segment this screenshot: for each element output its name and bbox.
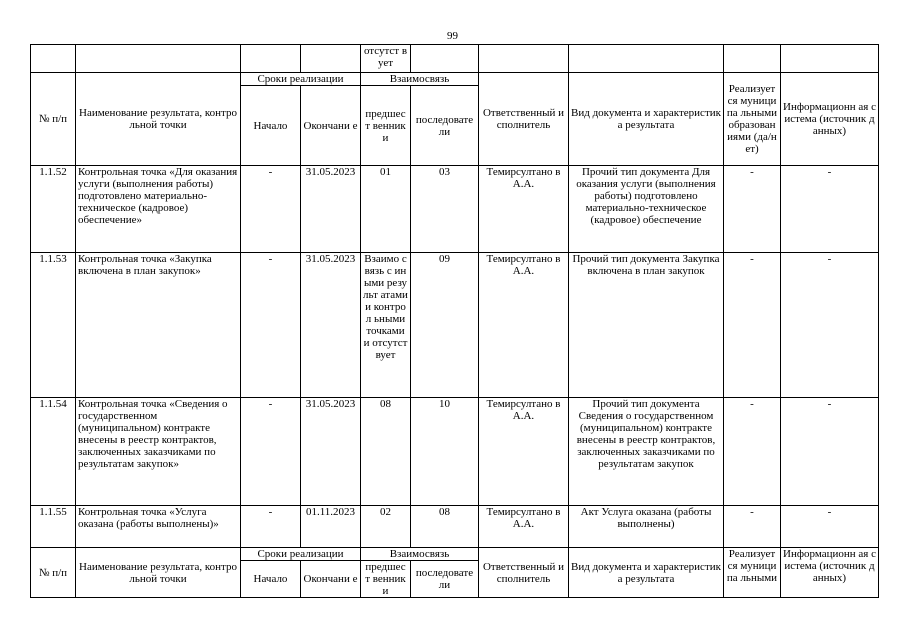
row-doc: Прочий тип документа Закупка включена в план закупок bbox=[569, 253, 724, 398]
row-pred: 02 bbox=[361, 506, 411, 548]
header-vzaim: Взаимосвязь bbox=[361, 73, 479, 86]
footer-header-name: Наименование результата, контрольной точки bbox=[76, 548, 241, 598]
row-next: 10 bbox=[411, 398, 479, 506]
footer-header-vzaim: Взаимосвязь bbox=[361, 548, 479, 561]
footer-header-next: последовате ли bbox=[411, 561, 479, 598]
table-row bbox=[31, 506, 879, 548]
row-name: Контрольная точка «Сведения о государственном (муниципальном) контракте внесены в реестр контрактов, заключенных заказчиками по результатам закупок» bbox=[76, 398, 241, 506]
header-end: Окончани е bbox=[301, 86, 361, 166]
row-next: 08 bbox=[411, 506, 479, 548]
cell bbox=[724, 45, 781, 73]
table-row bbox=[31, 253, 879, 398]
row-resp: Темирсултано в А.А. bbox=[479, 253, 569, 398]
footer-header-pred: предшест венники bbox=[361, 561, 411, 598]
header-sroki: Сроки реализации bbox=[241, 73, 361, 86]
predecessors-cell: отсутст вует bbox=[361, 45, 411, 73]
table-row bbox=[31, 398, 879, 506]
row-end: 31.05.2023 bbox=[301, 166, 361, 253]
row-info: - bbox=[781, 506, 879, 548]
row-mun: - bbox=[724, 166, 781, 253]
footer-header-municipal: Реализует ся муниципа льными bbox=[724, 548, 781, 598]
row-mun: - bbox=[724, 506, 781, 548]
header-document: Вид документа и характеристика результата bbox=[569, 73, 724, 166]
row-end: 01.11.2023 bbox=[301, 506, 361, 548]
row-start: - bbox=[241, 398, 301, 506]
footer-header-row-1 bbox=[31, 548, 879, 561]
footer-header-sroki: Сроки реализации bbox=[241, 548, 361, 561]
footer-header-start: Начало bbox=[241, 561, 301, 598]
header-pred: предшест венники bbox=[361, 86, 411, 166]
page-number: 99 bbox=[447, 30, 458, 42]
row-num: 1.1.53 bbox=[31, 253, 76, 398]
row-end: 31.05.2023 bbox=[301, 253, 361, 398]
header-next: последовате ли bbox=[411, 86, 479, 166]
row-resp: Темирсултано в А.А. bbox=[479, 506, 569, 548]
row-pred: Взаимо связь с иными результ атами и контрол ьными точками и отсутст вует bbox=[361, 253, 411, 398]
cell bbox=[76, 45, 241, 73]
cell bbox=[241, 45, 301, 73]
row-name: Контрольная точка «Услуга оказана (работы выполнены)» bbox=[76, 506, 241, 548]
row-start: - bbox=[241, 253, 301, 398]
row-num: 1.1.52 bbox=[31, 166, 76, 253]
row-end: 31.05.2023 bbox=[301, 398, 361, 506]
cell bbox=[781, 45, 879, 73]
header-num: № п/п bbox=[31, 73, 76, 166]
header-row-1 bbox=[31, 73, 879, 86]
row-info: - bbox=[781, 166, 879, 253]
row-doc: Прочий тип документа Для оказания услуги (выполнения работы) подготовлено материально-техническое (кадровое) обеспечение bbox=[569, 166, 724, 253]
row-resp: Темирсултано в А.А. bbox=[479, 398, 569, 506]
cell bbox=[31, 45, 76, 73]
footer-header-responsible: Ответственный исполнитель bbox=[479, 548, 569, 598]
cell bbox=[301, 45, 361, 73]
row-pred: 08 bbox=[361, 398, 411, 506]
row-start: - bbox=[241, 506, 301, 548]
header-info-system: Информационн ая система (источник данных) bbox=[781, 73, 879, 166]
footer-header-document: Вид документа и характеристика результата bbox=[569, 548, 724, 598]
row-name: Контрольная точка «Закупка включена в план закупок» bbox=[76, 253, 241, 398]
cell bbox=[569, 45, 724, 73]
header-name: Наименование результата, контрольной точки bbox=[76, 73, 241, 166]
row-num: 1.1.54 bbox=[31, 398, 76, 506]
row-num: 1.1.55 bbox=[31, 506, 76, 548]
header-start: Начало bbox=[241, 86, 301, 166]
row-next: 09 bbox=[411, 253, 479, 398]
continuation-row bbox=[31, 45, 879, 73]
footer-header-num: № п/п bbox=[31, 548, 76, 598]
row-mun: - bbox=[724, 398, 781, 506]
results-table bbox=[30, 44, 879, 598]
row-doc: Акт Услуга оказана (работы выполнены) bbox=[569, 506, 724, 548]
row-info: - bbox=[781, 398, 879, 506]
header-municipal: Реализует ся муниципа льными образован иями (да/нет) bbox=[724, 73, 781, 166]
row-name: Контрольная точка «Для оказания услуги (выполнения работы) подготовлено материально-техническое (кадровое) обеспечение» bbox=[76, 166, 241, 253]
row-mun: - bbox=[724, 253, 781, 398]
cell bbox=[479, 45, 569, 73]
row-next: 03 bbox=[411, 166, 479, 253]
row-pred: 01 bbox=[361, 166, 411, 253]
row-resp: Темирсултано в А.А. bbox=[479, 166, 569, 253]
row-start: - bbox=[241, 166, 301, 253]
footer-header-end: Окончани е bbox=[301, 561, 361, 598]
row-info: - bbox=[781, 253, 879, 398]
table-row bbox=[31, 166, 879, 253]
row-doc: Прочий тип документа Сведения о государственном (муниципальном) контракте внесены в реестр контрактов, заключенных заказчиками по результатам закупок bbox=[569, 398, 724, 506]
cell bbox=[411, 45, 479, 73]
header-responsible: Ответственный исполнитель bbox=[479, 73, 569, 166]
footer-header-info-system: Информационн ая система (источник данных) bbox=[781, 548, 879, 598]
